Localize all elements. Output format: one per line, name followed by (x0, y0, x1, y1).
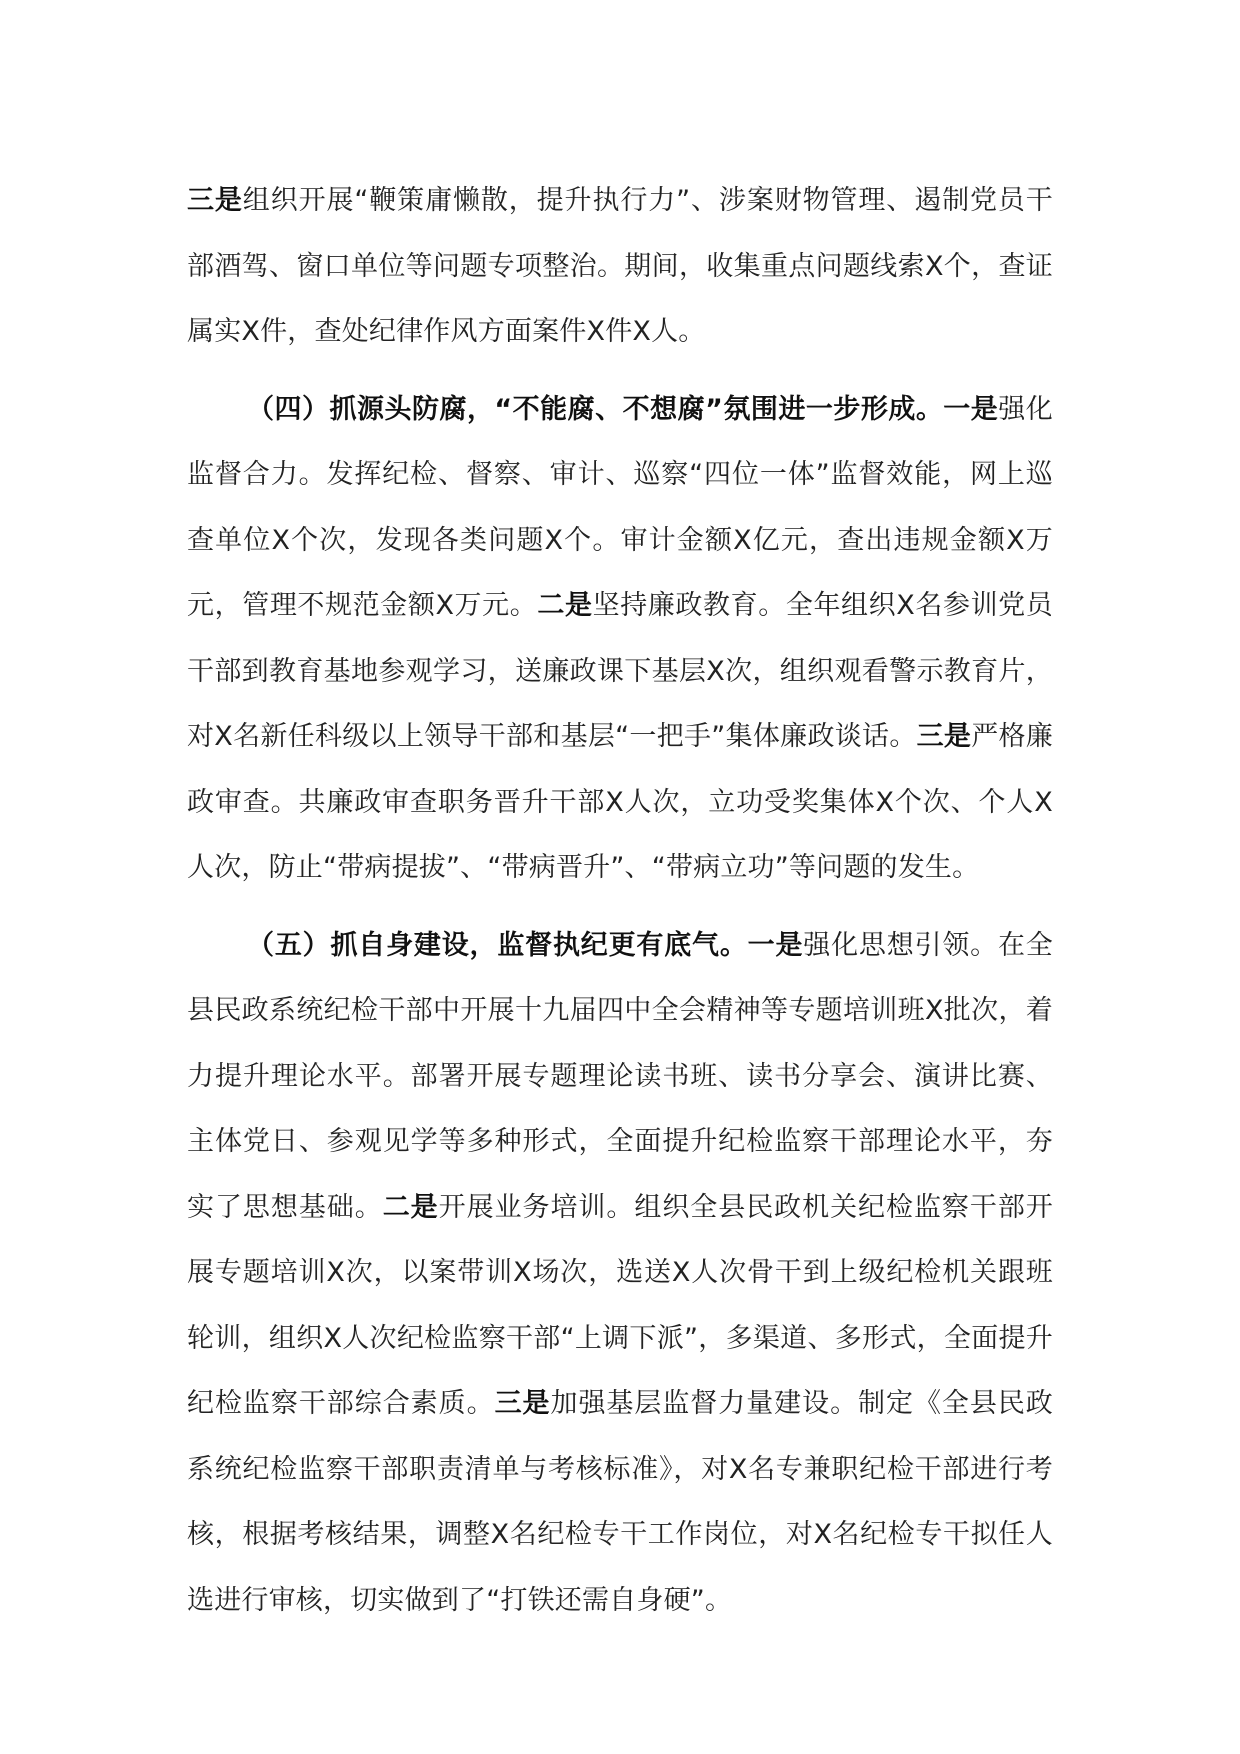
paragraph-section-four (187, 377, 1053, 901)
body-text: 严格廉政审查。共廉政审查职务晋升干部X人次，立功受奖集体X个次、个人X人次，防止“带病提拔”、“带病晋升”、“带病立功”等问题的发生。 (187, 721, 1054, 883)
lead-phrase: 三是 (916, 721, 972, 752)
body-text: 组织开展“鞭策庸懒散，提升执行力”、涉案财物管理、遏制党员干部酒驾、窗口单位等问题专项整治。期间，收集重点问题线索X个，查证属实X件，查处纪律作风方面案件X件X人。 (187, 185, 1053, 347)
document-body (187, 168, 1053, 1633)
body-text: 坚持廉政教育。全年组织X名参训党员干部到教育基地参观学习，送廉政课下基层X次，组织观看警示教育片，对X名新任科级以上领导干部和基层“一把手”集体廉政谈话。 (187, 590, 1053, 752)
lead-phrase: 二是 (382, 1191, 439, 1223)
lead-phrase: 二是 (537, 590, 593, 621)
body-text: 开展业务培训。组织全县民政机关纪检监察干部开展专题培训X次，以案带训X场次，选送X人次骨干到上级纪检机关跟班轮训，组织X人次纪检监察干部“上调下派”，多渠道、多形式，全面提升纪检监察干部综合素质。 (187, 1191, 1053, 1419)
section-heading: （四）抓源头防腐，“不能腐、不想腐”氛围进一步形成。一是 (247, 393, 999, 425)
body-text: 加强基层监督力量建设。制定《全县民政系统纪检监察干部职责清单与考核标准》，对X名专兼职纪检干部进行考核，根据考核结果，调整X名纪检专干工作岗位，对X名纪检专干拟任人选进行审核，切实做到了“打铁还需自身硬”。 (187, 1388, 1053, 1616)
paragraph-section-five (187, 913, 1053, 1634)
body-text: 强化监督合力。发挥纪检、督察、审计、巡察“四位一体”监督效能，网上巡查单位X个次，发现各类问题X个。审计金额X亿元，查出违规金额X万元，管理不规范金额X万元。 (187, 393, 1053, 621)
section-heading: （五）抓自身建设，监督执纪更有底气。一是 (247, 929, 804, 961)
body-text: 强化思想引领。在全县民政系统纪检干部中开展十九届四中全会精神等专题培训班X批次，着力提升理论水平。部署开展专题理论读书班、读书分享会、演讲比赛、主体党日、参观见学等多种形式，全面提升纪检监察干部理论水平，夯实了思想基础。 (187, 929, 1053, 1223)
paragraph-special-rectification (187, 168, 1053, 365)
lead-phrase: 三是 (494, 1388, 551, 1419)
lead-phrase: 三是 (187, 185, 243, 216)
